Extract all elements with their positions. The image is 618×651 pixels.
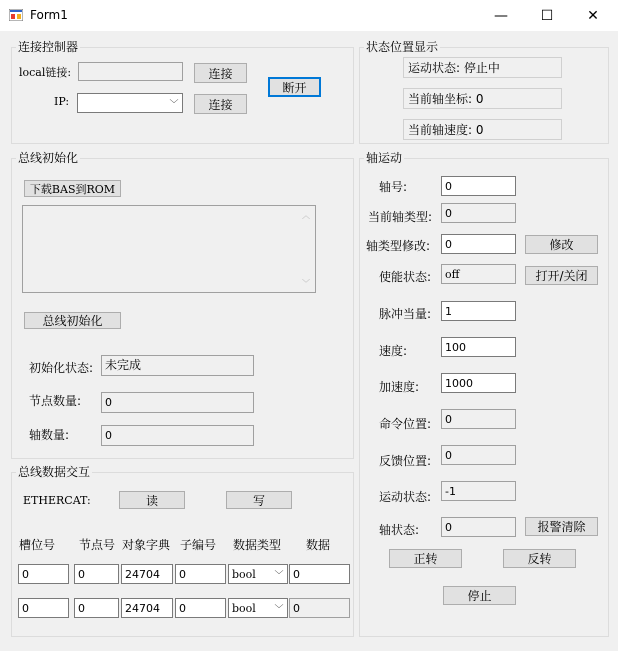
ip-label: IP: — [54, 95, 70, 108]
node-count-field[interactable]: 0 — [101, 392, 254, 413]
row2-slot-input[interactable]: 0 — [18, 598, 69, 618]
bus-init-button[interactable]: 总线初始化 — [24, 312, 121, 329]
ethercat-label: ETHERCAT: — [23, 494, 91, 507]
cmd-pos-label: 命令位置: — [379, 417, 432, 431]
maximize-icon: ☐ — [540, 7, 554, 24]
axis-count-label: 轴数量: — [29, 428, 70, 442]
local-link-label: local链接: — [19, 66, 72, 79]
init-state-label: 初始化状态: — [29, 361, 94, 375]
axis-count-field[interactable]: 0 — [101, 425, 254, 446]
local-link-field[interactable] — [78, 62, 183, 81]
pulse-label: 脉冲当量: — [379, 307, 432, 321]
enable-label: 使能状态: — [379, 270, 432, 284]
app-icon — [9, 9, 23, 21]
init-state-field[interactable]: 未完成 — [101, 355, 254, 376]
motion-state-field[interactable]: -1 — [441, 481, 516, 501]
header-sub: 子编号 — [180, 538, 217, 552]
accel-input[interactable]: 1000 — [441, 373, 516, 393]
chevron-down-icon[interactable]: ﹀ — [274, 604, 284, 615]
enable-field[interactable]: off — [441, 264, 516, 284]
type-modify-input[interactable]: 0 — [441, 234, 516, 254]
row2-sub-input[interactable]: 0 — [175, 598, 226, 618]
axis-group-title: 轴运动 — [366, 151, 403, 165]
close-icon: ✕ — [587, 7, 599, 24]
scroll-down-icon[interactable]: ﹀ — [302, 278, 310, 288]
row1-type-combo[interactable] — [228, 564, 288, 584]
header-dict: 对象字典 — [122, 538, 171, 552]
pulse-input[interactable]: 1 — [441, 301, 516, 321]
axis-state-label: 轴状态: — [379, 523, 420, 537]
read-button[interactable]: 读 — [119, 491, 185, 509]
cmd-pos-field[interactable]: 0 — [441, 409, 516, 429]
type-modify-label: 轴类型修改: — [366, 239, 431, 253]
row2-dict-input[interactable]: 24704 — [121, 598, 173, 618]
axis-coord-display: 当前轴坐标: 0 — [403, 88, 562, 109]
axis-no-input[interactable]: 0 — [441, 176, 516, 196]
motion-state-label: 运动状态: — [379, 490, 432, 504]
chevron-down-icon[interactable]: ﹀ — [169, 99, 179, 110]
write-button[interactable]: 写 — [226, 491, 292, 509]
axis-state-field[interactable]: 0 — [441, 517, 516, 537]
minimize-button[interactable] — [478, 0, 524, 31]
bus-init-group-title: 总线初始化 — [18, 151, 79, 165]
row1-dict-input[interactable]: 24704 — [121, 564, 173, 584]
connect-button-local[interactable]: 连接 — [194, 63, 247, 83]
axis-speed-display: 当前轴速度: 0 — [403, 119, 562, 140]
row1-type-value: bool — [232, 568, 256, 581]
fb-pos-label: 反馈位置: — [379, 454, 432, 468]
accel-label: 加速度: — [379, 380, 420, 394]
maximize-button[interactable] — [524, 0, 570, 31]
speed-label: 速度: — [379, 344, 408, 358]
row2-node-input[interactable]: 0 — [74, 598, 119, 618]
connect-group-title: 连接控制器 — [18, 40, 79, 54]
forward-button[interactable]: 正转 — [389, 549, 462, 568]
axis-type-field[interactable]: 0 — [441, 203, 516, 223]
modify-button[interactable]: 修改 — [525, 235, 598, 254]
row2-data-field[interactable]: 0 — [289, 598, 350, 618]
header-type: 数据类型 — [233, 538, 282, 552]
motion-state-display: 运动状态: 停止中 — [403, 57, 562, 78]
log-scrollbar[interactable] — [298, 207, 314, 291]
bus-init-group — [11, 158, 354, 459]
status-group-title: 状态位置显示 — [366, 40, 439, 54]
header-data: 数据 — [306, 538, 331, 552]
enable-toggle-button[interactable]: 打开/关闭 — [525, 266, 598, 285]
alarm-clear-button[interactable]: 报警清除 — [525, 517, 598, 536]
speed-input[interactable]: 100 — [441, 337, 516, 357]
close-button[interactable] — [570, 0, 616, 31]
scroll-up-icon[interactable]: ︿ — [302, 210, 310, 220]
row2-type-combo[interactable] — [228, 598, 288, 618]
row1-data-input[interactable]: 0 — [289, 564, 350, 584]
header-node: 节点号 — [79, 538, 116, 552]
axis-type-label: 当前轴类型: — [368, 210, 433, 224]
download-bas-label: 下载BAS到ROM — [29, 182, 116, 196]
row2-type-value: bool — [232, 602, 256, 615]
download-bas-button[interactable] — [24, 180, 121, 197]
header-slot: 槽位号 — [19, 538, 56, 552]
bus-log-box[interactable] — [22, 205, 316, 293]
fb-pos-field[interactable]: 0 — [441, 445, 516, 465]
reverse-button[interactable]: 反转 — [503, 549, 576, 568]
disconnect-button[interactable]: 断开 — [268, 77, 321, 97]
stop-button[interactable]: 停止 — [443, 586, 516, 605]
window-title: Form1 — [30, 8, 68, 22]
row1-slot-input[interactable]: 0 — [18, 564, 69, 584]
row1-sub-input[interactable]: 0 — [175, 564, 226, 584]
minimize-icon: — — [494, 7, 508, 24]
axis-no-label: 轴号: — [379, 180, 408, 194]
ip-combo[interactable] — [77, 93, 183, 113]
row1-node-input[interactable]: 0 — [74, 564, 119, 584]
chevron-down-icon[interactable]: ﹀ — [274, 570, 284, 581]
node-count-label: 节点数量: — [29, 394, 82, 408]
connect-button-ip[interactable]: 连接 — [194, 94, 247, 114]
bus-data-group-title: 总线数据交互 — [18, 465, 91, 479]
